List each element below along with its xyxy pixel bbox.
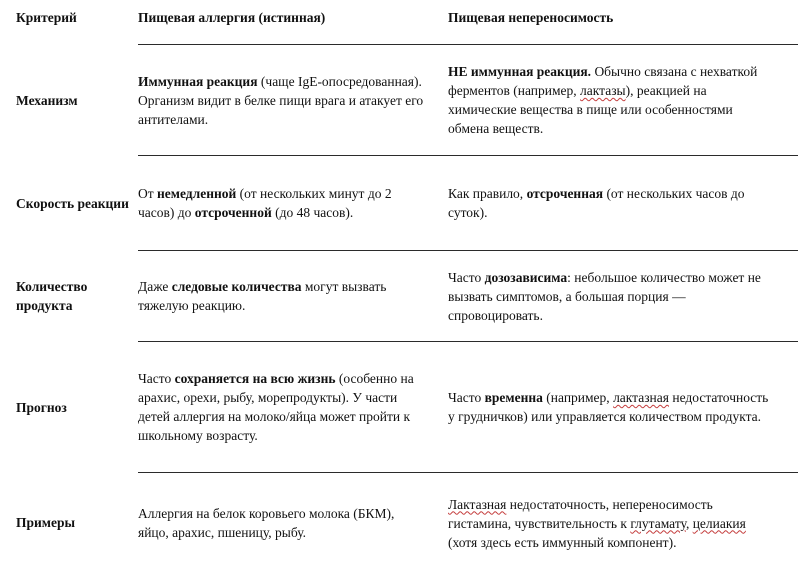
bold-text: отсроченной [194, 205, 272, 220]
cell-text: (чаще IgE-опосредованная). Организм видит в белке пищи врага и атакует его антителами. [138, 73, 424, 127]
cell-text: От [138, 186, 158, 201]
spellcheck-word: Лактазная [448, 496, 507, 512]
table-row [8, 45, 798, 156]
bold-text: отсроченная [526, 186, 604, 201]
criterion-cell: Количество продукта [16, 279, 88, 313]
cell-text: (например, [542, 390, 614, 405]
spellcheck-word: глутамату [630, 515, 686, 531]
cell-text: Часто [448, 269, 485, 285]
spellcheck-word: лактазы [580, 83, 626, 98]
bold-text: сохраняется на всю жизнь [174, 371, 336, 386]
cell-text: недостаточность, непереносимость гистамина, чувствительность к [448, 496, 713, 531]
cell-text: (от нескольких минут до 2 часов) до [138, 186, 392, 220]
allergy-cell [138, 342, 448, 473]
comparison-table [8, 0, 798, 573]
criterion-cell: Прогноз [16, 399, 67, 415]
table-row [8, 156, 798, 251]
cell-text: ), реакцией на химические вещества в пище или особенностями обмена веществ. [448, 83, 733, 136]
cell-text: Часто [448, 390, 485, 405]
header-row [8, 0, 798, 45]
cell-text: : небольшое количество может не вызвать симптомов, а большая порция — спровоцировать. [448, 269, 761, 323]
table-row [8, 473, 798, 574]
cell-text: Даже [138, 279, 172, 294]
bold-text: Иммунная реакция [138, 73, 258, 89]
allergy-cell [138, 251, 448, 342]
header-criterion: Критерий [16, 10, 77, 25]
spellcheck-word: целиакия [692, 515, 746, 531]
bold-text: следовые количества [171, 279, 302, 294]
cell-text: недостаточность у грудничков) или управляется количеством продукта. [448, 390, 769, 424]
header-food-intolerance: Пищевая непереносимость [448, 10, 614, 25]
bold-text: временна [484, 390, 543, 405]
intolerance-cell [448, 342, 798, 473]
allergy-cell [138, 473, 448, 574]
cell-text: могут вызвать тяжелую реакцию. [138, 279, 387, 313]
intolerance-cell [448, 156, 798, 251]
criterion-cell: Скорость реакции [16, 195, 129, 211]
cell-text: Как правило, [448, 186, 527, 201]
allergy-cell [138, 156, 448, 251]
intolerance-cell [448, 251, 798, 342]
cell-text: (от нескольких часов до суток). [448, 186, 745, 220]
cell-text: Обычно связана с нехваткой ферментов (например, [448, 64, 758, 98]
cell-text: (особенно на арахис, орехи, рыбу, морепродукты). У части детей аллергия на молоко/яйца может пройти к школьному возрасту. [138, 371, 414, 443]
header-food-allergy: Пищевая аллергия (истинная) [138, 10, 326, 25]
intolerance-cell [448, 45, 798, 156]
spellcheck-word: лактазная [613, 390, 669, 405]
criterion-cell: Механизм [16, 92, 78, 108]
bold-text: НЕ иммунная реакция. [448, 64, 592, 79]
intolerance-cell [448, 473, 798, 574]
criterion-cell: Примеры [16, 515, 76, 531]
table-row [8, 251, 798, 342]
allergy-cell [138, 45, 448, 156]
cell-text: (до 48 часов). [271, 205, 354, 220]
bold-text: дозозависима [484, 269, 568, 285]
bold-text: немедленной [157, 186, 237, 201]
cell-text: Часто [138, 371, 175, 386]
cell-text: (хотя здесь есть иммунный компонент). [448, 534, 677, 550]
table-row [8, 342, 798, 473]
cell-text: Аллергия на белок коровьего молока (БКМ), яйцо, арахис, пшеницу, рыбу. [138, 506, 395, 540]
cell-text: , [685, 515, 693, 531]
